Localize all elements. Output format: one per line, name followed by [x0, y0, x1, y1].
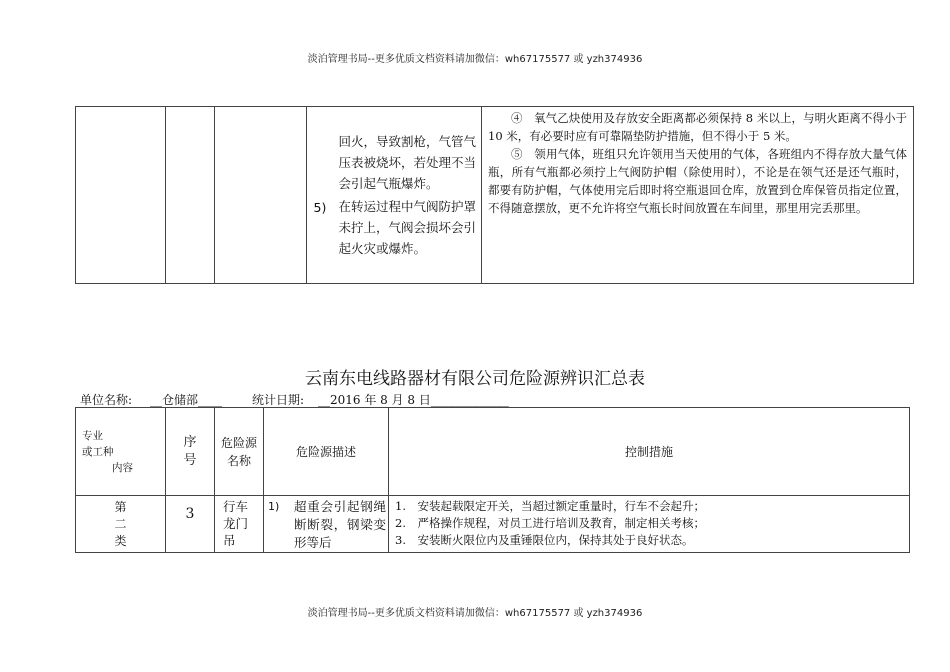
control-paragraph-4: ④ 氧气乙炔使用及存放安全距离都必须保持 8 米以上，与明火距离不得小于 10 米，有必要时应有可靠隔垫防护措施，但不得小于 5 米。 — [488, 111, 907, 143]
row-category-3: 类 — [114, 534, 127, 548]
date-label: 统计日期: — [252, 393, 305, 407]
header-note: 淡泊管理书局--更多优质文档资料请加微信：wh67175577 或 yzh374936 — [307, 54, 643, 65]
cell-name — [215, 107, 307, 284]
footer-note: 淡泊管理书局--更多优质文档资料请加微信：wh67175577 或 yzh374936 — [307, 608, 643, 619]
row-desc-number: 1) — [268, 500, 280, 513]
cell-control — [482, 107, 914, 284]
row-control-1: 1. 安装起载限定开关，当超过额定重量时，行车不会起升； — [395, 499, 705, 513]
row-category-1: 第 — [114, 500, 127, 514]
header-category — [76, 408, 166, 496]
unit-label: 单位名称: — [80, 393, 133, 407]
control-paragraph-5: ⑤ 领用气体，班组只允许领用当天使用的气体，各班组内不得存放大量气体瓶，所有气瓶都必须拧上气阀防护帽（除使用时），不论是在领气还是还气瓶时，都要有防护帽，气体使用完后即时将空瓶退回仓库，放置到仓库保管员指定位置，不得随意摆放，更不允许将空气瓶长时间放置在车间里，那里用完丢那里。 — [488, 147, 907, 215]
cell-hazard-desc — [307, 107, 482, 284]
row-name: 行车龙门吊 — [215, 496, 264, 553]
header-category-line2: 或工种 — [82, 445, 114, 458]
row-category — [76, 496, 166, 553]
cell-seq — [166, 107, 215, 284]
header-description: 危险源描述 — [264, 408, 389, 496]
row-desc-text: 超重会引起钢绳断断裂，钢梁变形等后 — [294, 499, 386, 550]
row-category-2: 二 — [114, 517, 127, 531]
header-category-line3: 内容 — [112, 461, 133, 474]
hazard-item5-number: 5) — [313, 199, 327, 215]
row-seq: 3 — [166, 496, 215, 553]
cell-category — [76, 107, 166, 284]
row-control-2: 2. 严格操作规程，对员工进行培训及教育，制定相关考核； — [395, 516, 705, 530]
row-controls — [389, 496, 910, 553]
unit-value: __仓储部____ — [150, 393, 223, 407]
row-control-3: 3. 安装断火限位内及重锤限位内，保持其处于良好状态。 — [395, 533, 694, 547]
date-value: __2016 年 8 月 8 日_____________ — [318, 393, 509, 407]
header-seq: 序号 — [166, 408, 215, 496]
hazard-summary-table — [75, 407, 910, 553]
row-description — [264, 496, 389, 553]
hazard-text-cont: 回火，导致割枪，气管气压表被烧坏，若处理不当会引起气瓶爆炸。 — [338, 133, 477, 191]
header-category-line1: 专业 — [82, 429, 103, 442]
header-control: 控制措施 — [389, 408, 910, 496]
document-title: 云南东电线路器材有限公司危险源辨识汇总表 — [305, 369, 645, 389]
header-hazard-name: 危险源名称 — [215, 408, 264, 496]
hazard-item5-text: 在转运过程中气阀防护罩未拧上，气阀会损坏会引起火灾或爆炸。 — [338, 198, 477, 256]
continued-table — [75, 106, 914, 284]
